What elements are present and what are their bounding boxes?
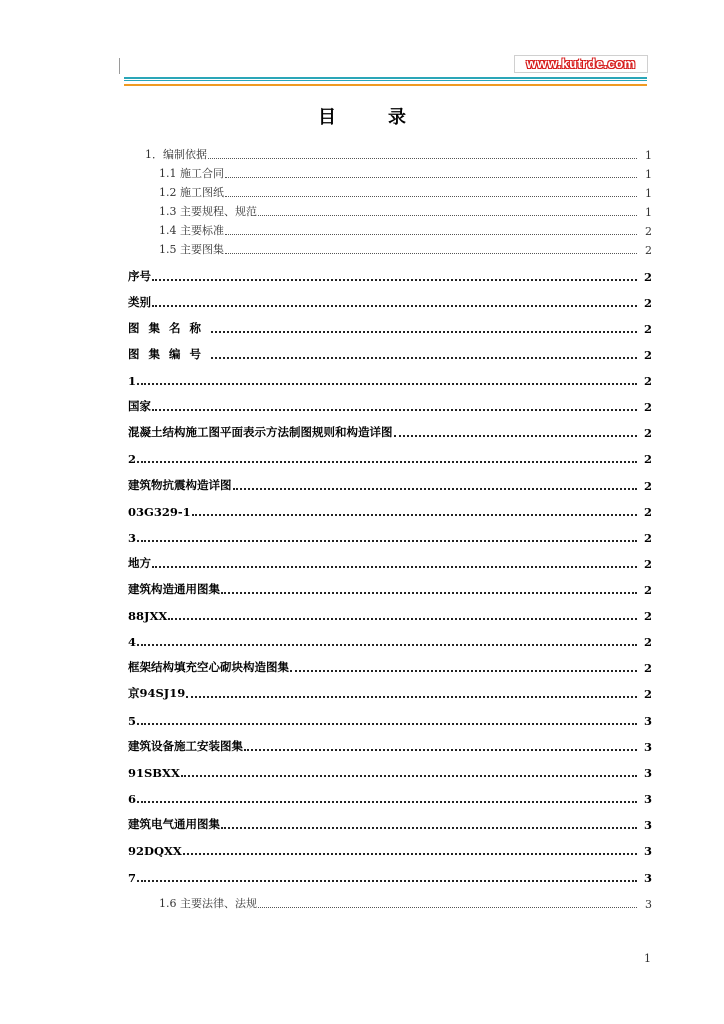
toc-leader-dots [244,748,637,751]
toc-entry[interactable] [128,581,652,597]
toc-entry-label: 7. [128,871,141,885]
toc-entry[interactable] [128,477,652,493]
toc-entry-label: 1.2 施工图纸 [159,186,224,199]
toc-leader-dots [225,176,637,178]
toc-leader-dots [225,233,637,235]
toc-leader-dots [211,330,637,333]
toc-entry[interactable] [128,712,652,728]
toc-leader-dots [221,826,637,829]
toc-entry[interactable] [159,203,652,219]
toc-entry-page: 3 [645,898,652,911]
toc-entry-page: 2 [643,348,652,362]
toc-leader-dots [258,214,637,216]
toc-leader-dots [211,356,637,359]
toc-entry[interactable] [128,607,652,623]
toc-entry-page: 3 [643,740,652,754]
toc-leader-dots [290,669,637,672]
toc-entry[interactable] [159,222,652,238]
toc-entry-page: 2 [643,426,652,440]
toc-leader-dots [152,278,637,281]
toc-leader-dots [183,852,637,855]
toc-entry-label: 5. [128,714,141,728]
header-tick [119,58,120,74]
toc-leader-dots [258,906,637,908]
toc-entry[interactable] [128,816,652,832]
toc-leader-dots [141,722,637,725]
toc-entry-page: 2 [645,244,652,257]
toc-entry-page: 3 [643,766,652,780]
page-title: 目录 [318,107,458,128]
toc-entry-label: 1．编制依据 [145,148,207,161]
toc-entry-page: 2 [643,687,652,701]
header-rule-orange [124,84,647,86]
toc-leader-dots [225,195,637,197]
toc-entry-page: 2 [643,452,652,466]
toc-entry-page: 2 [643,374,652,388]
toc-entry-label: 建筑构造通用图集 [128,582,220,596]
toc-entry-label: 京94SJ19 [128,686,186,700]
toc-entry-label: 1.3 主要规程、规范 [159,205,257,218]
toc-entry-label: 混凝土结构施工图平面表示方法制图规则和构造详图 [128,425,393,439]
toc-entry-page: 1 [645,149,652,162]
toc-entry[interactable] [128,685,652,701]
toc-leader-dots [152,565,637,568]
toc-entry[interactable] [159,895,652,911]
toc-entry-label: 框架结构填充空心砌块构造图集 [128,660,289,674]
toc-entry[interactable] [128,268,652,284]
toc-entry-label: 类别 [128,295,151,309]
toc-leader-dots [141,800,637,803]
header-rule-teal-thin [124,80,647,81]
toc-entry-page: 3 [643,792,652,806]
toc-leader-dots [186,695,637,698]
toc-entry[interactable] [128,372,652,388]
toc-leader-dots [141,539,637,542]
header-rule-teal [124,77,647,79]
toc-entry-page: 2 [643,609,652,623]
toc-entry-label: 图集名称 [128,321,210,335]
toc-entry-label: 4. [128,635,141,649]
toc-entry[interactable] [128,294,652,310]
toc-entry-label: 序号 [128,269,151,283]
toc-entry-label: 建筑电气通用图集 [128,817,220,831]
toc-entry-page: 2 [643,531,652,545]
footer-page-number: 1 [644,952,651,965]
toc-entry-page: 3 [643,844,652,858]
toc-entry-page: 2 [643,557,652,571]
toc-entry-label: 1.4 主要标准 [159,224,224,237]
toc-entry-label: 03G329-1 [128,505,191,519]
toc-entry-label: 1.1 施工合同 [159,167,224,180]
toc-leader-dots [152,304,637,307]
toc-entry[interactable] [128,633,652,649]
toc-entry-label: 建筑物抗震构造详图 [128,478,232,492]
toc-entry[interactable] [128,346,652,362]
toc-entry-page: 3 [643,818,652,832]
toc-entry-page: 1 [645,206,652,219]
toc-entry-label: 3. [128,531,141,545]
toc-entry-page: 2 [643,583,652,597]
site-logo[interactable]: www.kutrde.com [514,55,648,73]
toc-entry[interactable] [159,184,652,200]
toc-leader-dots [141,879,637,882]
toc-entry[interactable] [128,529,652,545]
toc-entry[interactable] [128,320,652,336]
toc-entry-page: 2 [643,400,652,414]
toc-entry-label: 地方 [128,556,151,570]
toc-entry-label: 92DQXX [128,844,182,858]
toc-entry[interactable] [128,424,652,440]
toc-entry-page: 2 [643,270,652,284]
toc-entry-label: 1. [128,374,141,388]
toc-entry[interactable] [128,503,652,519]
toc-leader-dots [233,487,638,490]
toc-entry-page: 1 [645,168,652,181]
toc-entry-label: 6. [128,792,141,806]
toc-entry-page: 2 [643,505,652,519]
toc-leader-dots [192,513,637,516]
toc-entry-page: 2 [643,635,652,649]
toc-entry[interactable] [145,146,652,162]
toc-entry[interactable] [128,842,652,858]
toc-entry-label: 国家 [128,399,151,413]
toc-entry-page: 2 [643,322,652,336]
toc-entry-page: 3 [643,714,652,728]
toc-entry-label: 建筑设备施工安装图集 [128,739,243,753]
toc-entry-page: 3 [643,871,652,885]
toc-entry-label: 88JXX [128,609,168,623]
toc-entry[interactable] [128,764,652,780]
toc-leader-dots [152,408,637,411]
toc-entry[interactable] [128,869,652,885]
toc-leader-dots [225,252,637,254]
toc-entry[interactable] [128,790,652,806]
toc-entry-page: 1 [645,187,652,200]
toc-leader-dots [141,643,637,646]
toc-leader-dots [221,591,637,594]
toc-entry-label: 1.5 主要图集 [159,243,224,256]
toc-leader-dots [208,157,637,159]
toc-entry[interactable] [128,738,652,754]
toc-entry-page: 2 [643,479,652,493]
toc-entry-page: 2 [643,661,652,675]
toc-entry[interactable] [128,555,652,571]
toc-entry-page: 2 [645,225,652,238]
toc-entry[interactable] [159,241,652,257]
toc-entry-label: 2. [128,452,141,466]
toc-entry[interactable] [128,398,652,414]
toc-entry[interactable] [128,450,652,466]
toc-leader-dots [394,434,638,437]
toc-leader-dots [141,382,637,385]
toc-entry-label: 1.6 主要法律、法规 [159,897,257,910]
toc-entry[interactable] [159,165,652,181]
toc-entry-label: 图集编号 [128,347,210,361]
toc-entry[interactable] [128,659,652,675]
toc-entry-label: 91SBXX [128,766,180,780]
toc-leader-dots [168,617,637,620]
toc-leader-dots [141,460,637,463]
toc-entry-page: 2 [643,296,652,310]
toc-leader-dots [181,774,637,777]
